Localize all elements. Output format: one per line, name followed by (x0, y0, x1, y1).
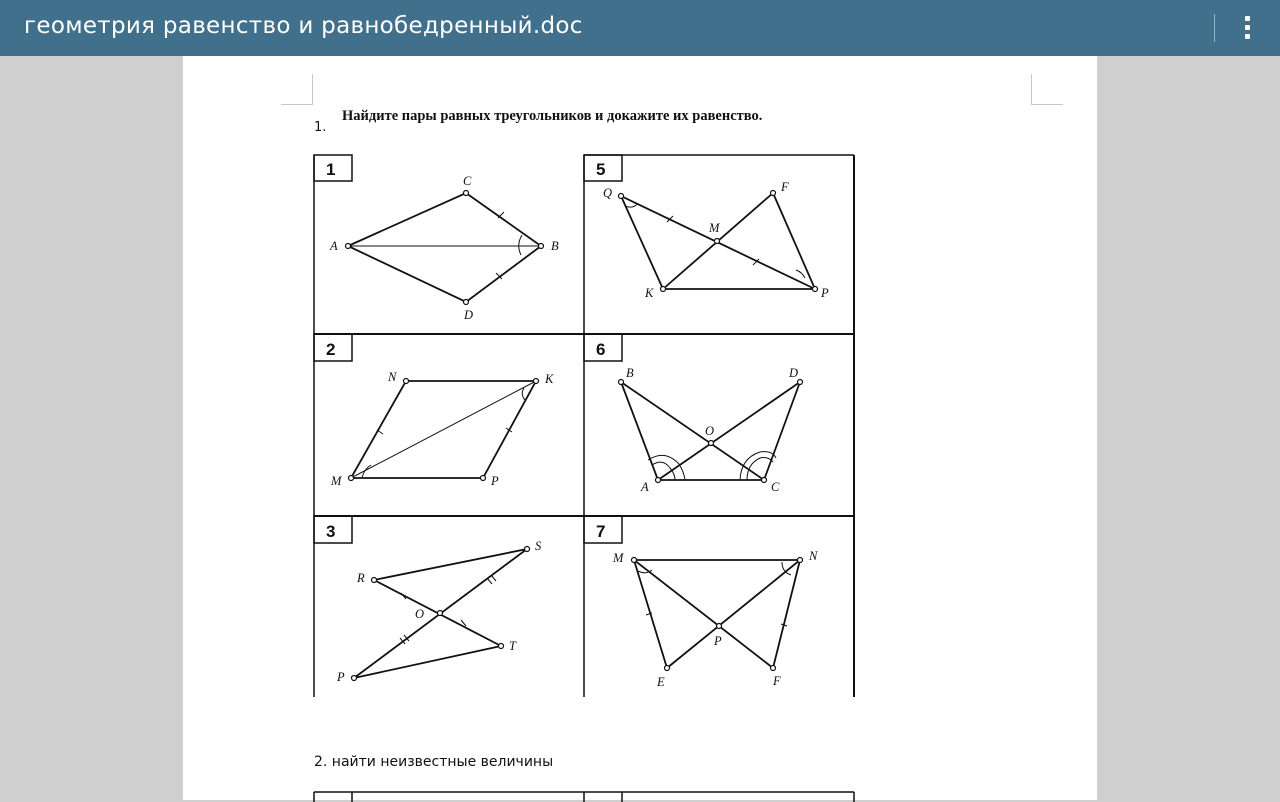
point-label: D (464, 308, 474, 322)
point-label: K (645, 286, 654, 300)
point-label: P (337, 670, 345, 684)
point-label: M (709, 221, 720, 235)
point-label: A (641, 480, 649, 494)
point-label: Q (603, 186, 613, 200)
point-label: C (771, 480, 780, 494)
next-figure-top (313, 790, 858, 802)
exercise-heading: Найдите пары равных треугольников и докажите их равенство. (342, 108, 763, 124)
point-label: R (357, 571, 365, 585)
item-2-text: 2. найти неизвестные величины (314, 754, 554, 770)
item-1-number: 1. (314, 120, 327, 135)
point-label: P (491, 474, 499, 488)
document-title: геометрия равенство и равнобедренный.doc (24, 13, 583, 39)
panel-number: 2 (326, 340, 336, 359)
panel-1-diagram (346, 191, 544, 305)
panel-3-diagram (352, 547, 530, 681)
point-label: N (388, 370, 397, 384)
panel-number: 7 (596, 522, 606, 541)
point-label: S (535, 539, 542, 553)
title-bar-divider (1214, 14, 1215, 42)
point-label: F (773, 674, 781, 688)
point-label: C (463, 174, 472, 188)
crop-mark-left (281, 74, 313, 105)
point-label: D (789, 366, 799, 380)
point-label: E (657, 675, 665, 689)
point-label: M (331, 474, 342, 488)
panel-number: 5 (596, 160, 606, 179)
panel-7-diagram (632, 558, 803, 671)
crop-mark-right (1031, 74, 1063, 105)
point-label: O (705, 424, 715, 438)
point-label: K (545, 372, 554, 386)
panel-number: 1 (326, 160, 336, 179)
document-page[interactable] (183, 56, 1097, 800)
point-label: O (415, 607, 425, 621)
point-label: B (551, 239, 559, 253)
point-label: A (330, 239, 338, 253)
panel-2-diagram (349, 379, 539, 481)
point-label: N (809, 549, 818, 563)
point-label: P (714, 634, 722, 648)
app-title-bar (0, 0, 1280, 56)
panel-number: 6 (596, 340, 606, 359)
more-options-icon[interactable] (1232, 12, 1264, 44)
triangles-figure (313, 152, 858, 698)
point-label: B (626, 366, 634, 380)
point-label: P (821, 286, 829, 300)
point-label: F (781, 180, 789, 194)
point-label: T (509, 639, 516, 653)
point-label: M (613, 551, 624, 565)
panel-5-diagram (619, 191, 818, 292)
panel-number: 3 (326, 522, 336, 541)
